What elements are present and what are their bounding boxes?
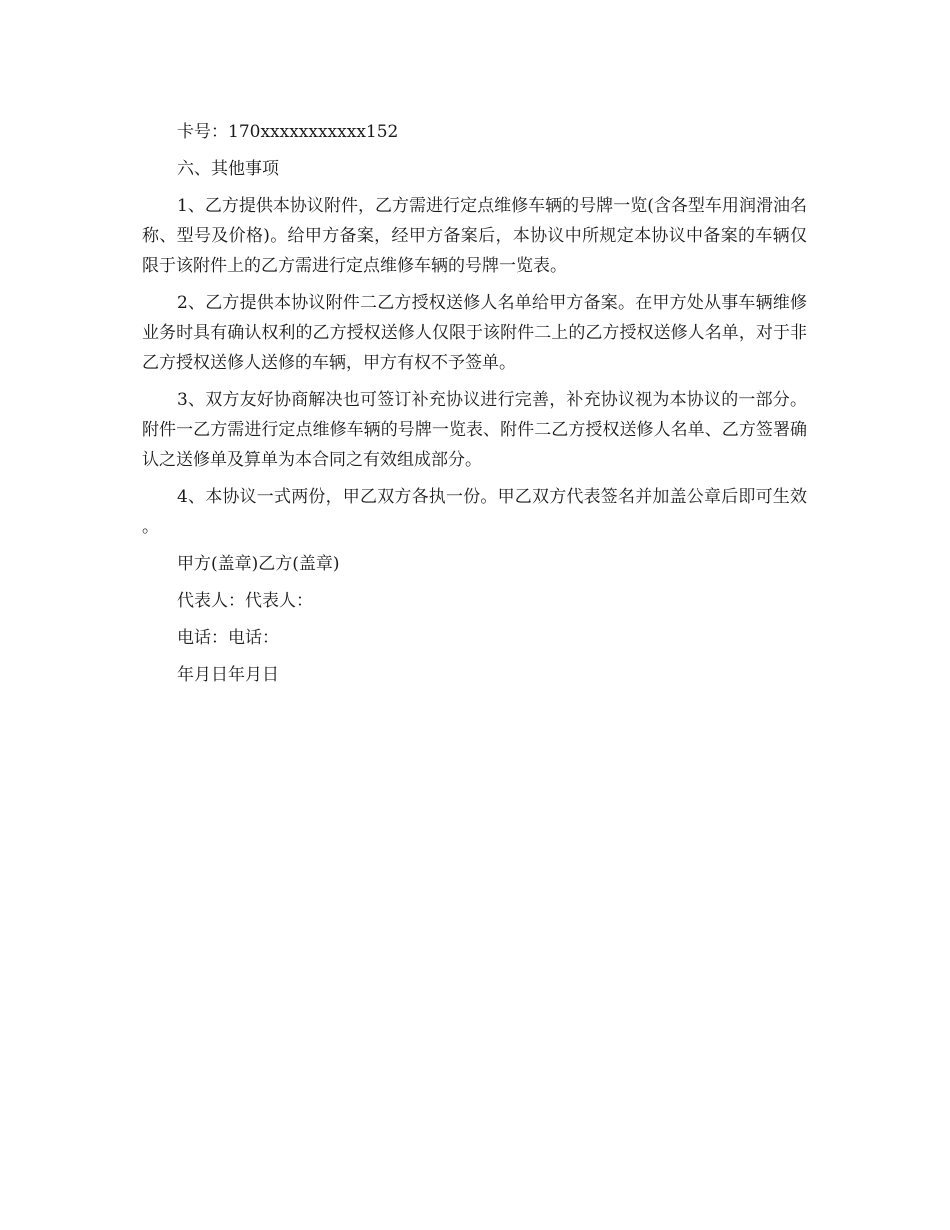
clause-3-paragraph: 3、双方友好协商解决也可签订补充协议进行完善，补充协议视为本协议的一部分。附件一乙方需进行定点维修车辆的号牌一览表、附件二乙方授权送修人名单、乙方签署确认之送修单及算单为本合同之有效组成部分。 (142, 390, 807, 470)
document-body (142, 117, 807, 697)
card-number-line: 卡号：170xxxxxxxxxxx152 (177, 122, 399, 142)
clause-2-paragraph: 2、乙方提供本协议附件二乙方授权送修人名单给甲方备案。在甲方处从事车辆维修业务时具有确认权利的乙方授权送修人仅限于该附件二上的乙方授权送修人名单，对于非乙方授权送修人送修的车辆，甲方有权不予签单。 (142, 293, 807, 373)
section-six-heading: 六、其他事项 (177, 159, 279, 179)
clause-1-paragraph: 1、乙方提供本协议附件，乙方需进行定点维修车辆的号牌一览(含各型车用润滑油名称、型号及价格)。给甲方备案，经甲方备案后，本协议中所规定本协议中备案的车辆仅限于该附件上的乙方需进行定点维修车辆的号牌一览表。 (142, 196, 807, 276)
dates-line: 年月日年月日 (177, 665, 279, 685)
clause-4-paragraph: 4、本协议一式两份，甲乙双方各执一份。甲乙双方代表签名并加盖公章后即可生效。 (142, 487, 807, 537)
phones-line: 电话：电话： (177, 628, 279, 648)
parties-seal-line: 甲方(盖章)乙方(盖章) (177, 554, 340, 574)
representatives-line: 代表人：代表人： (177, 591, 313, 611)
